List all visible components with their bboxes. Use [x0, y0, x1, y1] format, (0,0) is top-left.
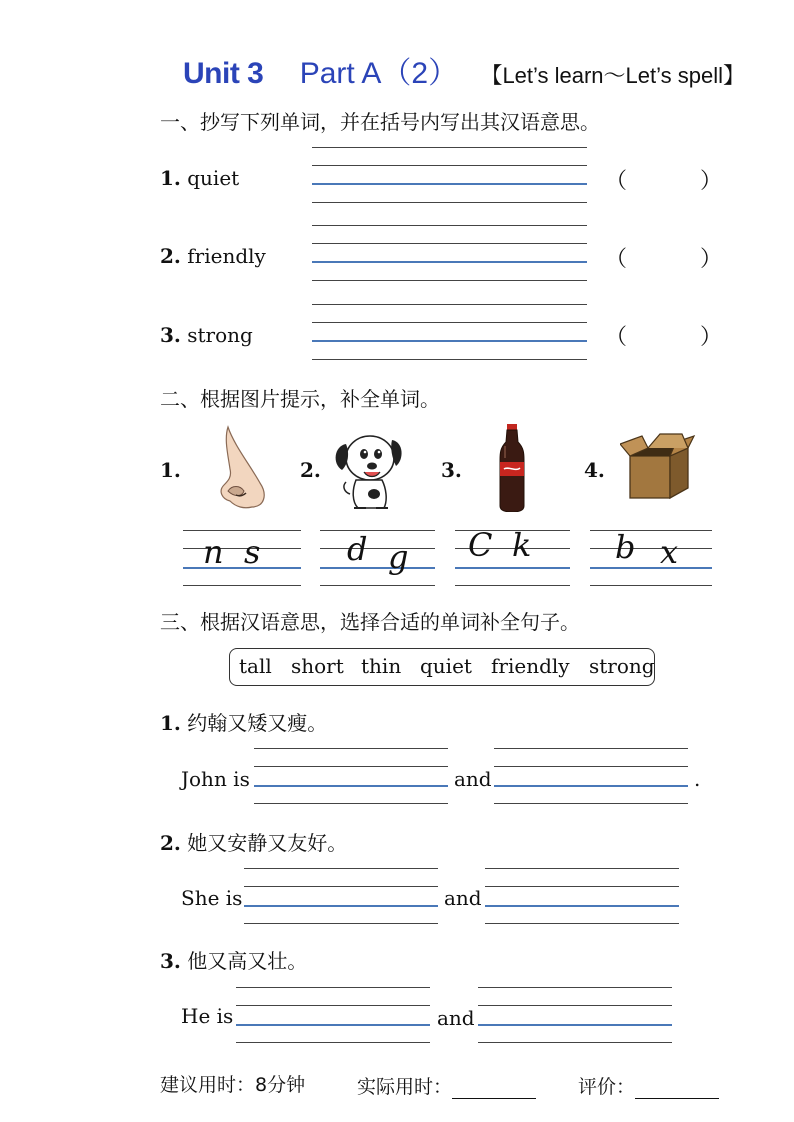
- s3-sentence-1-prefix: John is: [181, 767, 250, 791]
- s2-letter-1b: s: [244, 533, 261, 571]
- s3-item-1-num: 1.: [160, 711, 181, 735]
- s1-paren-close-2: ）: [700, 247, 723, 272]
- s3-blank-1a[interactable]: [254, 748, 448, 804]
- word-bank-item: thin: [361, 654, 402, 678]
- word-bank-item: tall: [239, 654, 272, 678]
- s1-item-2-num: 2.: [160, 244, 181, 268]
- section3-title: 三、根据汉语意思，选择合适的单词补全句子。: [160, 610, 580, 634]
- evaluation-label: 评价：: [578, 1076, 636, 1098]
- s3-item-3: [160, 945, 307, 974]
- s1-paren-open-3: （: [605, 325, 628, 350]
- s2-letter-1a: n: [203, 533, 224, 571]
- unit-label: Unit 3: [183, 57, 264, 90]
- actual-time: [357, 1072, 536, 1099]
- actual-time-field[interactable]: [452, 1080, 536, 1099]
- s2-num-4: 4.: [584, 458, 605, 482]
- evaluation-field[interactable]: [635, 1080, 719, 1099]
- s2-writing-lines-2[interactable]: [320, 530, 435, 586]
- s2-num-2: 2.: [300, 458, 321, 482]
- s3-item-1: [160, 707, 327, 736]
- s1-item-2-word: friendly: [187, 244, 266, 268]
- s3-blank-3b[interactable]: [478, 987, 672, 1043]
- section1-title: 一、抄写下列单词，并在括号内写出其汉语意思。: [160, 110, 600, 134]
- s1-paren-close-3: ）: [700, 325, 723, 350]
- s1-answer-field-1[interactable]: [630, 170, 700, 192]
- s3-item-2-chinese: 她又安静又友好。: [187, 831, 348, 855]
- page-title: [183, 48, 745, 92]
- s3-item-1-chinese: 约翰又矮又瘦。: [187, 711, 328, 735]
- s3-blank-2b[interactable]: [485, 868, 679, 924]
- word-bank-item: short: [291, 654, 344, 678]
- s3-item-2-num: 2.: [160, 831, 181, 855]
- word-bank: [229, 648, 655, 686]
- s1-item-1-num: 1.: [160, 166, 181, 190]
- s3-blank-2a[interactable]: [244, 868, 438, 924]
- s1-item-3: [160, 323, 253, 347]
- s3-item-3-num: 3.: [160, 949, 181, 973]
- suggested-time: 建议用时：8分钟: [160, 1074, 306, 1096]
- s2-letter-2b: g: [388, 538, 409, 576]
- s3-item-3-chinese: 他又高又壮。: [187, 949, 308, 973]
- s2-writing-lines-4[interactable]: [590, 530, 712, 586]
- s1-item-2: [160, 244, 266, 268]
- s2-letter-3b: k: [512, 526, 532, 564]
- nose-icon: [214, 425, 270, 511]
- s2-writing-lines-1[interactable]: [183, 530, 301, 586]
- s1-item-1-word: quiet: [187, 166, 240, 190]
- s1-item-3-word: strong: [187, 323, 253, 347]
- s1-paren-open-2: （: [605, 247, 628, 272]
- s3-sentence-2-prefix: She is: [181, 886, 243, 910]
- s3-sentence-1-and: and: [454, 767, 492, 791]
- s1-answer-field-2[interactable]: [630, 248, 700, 270]
- s1-answer-field-3[interactable]: [630, 326, 700, 348]
- dog-icon: [330, 424, 406, 512]
- s2-num-1: 1.: [160, 458, 181, 482]
- s2-letter-2a: d: [347, 530, 368, 568]
- evaluation: [578, 1072, 719, 1099]
- s2-letter-3a: C: [468, 526, 493, 564]
- cola-bottle-icon: [496, 424, 528, 512]
- s1-writing-lines-2[interactable]: [312, 225, 587, 281]
- s3-sentence-3-and: and: [437, 1006, 475, 1030]
- s1-writing-lines-3[interactable]: [312, 304, 587, 360]
- s2-letter-4a: b: [615, 528, 636, 566]
- word-bank-item: quiet: [420, 654, 472, 678]
- lesson-subtitle: 【Let’s learn～Let’s spell】: [480, 63, 745, 88]
- s1-item-3-num: 3.: [160, 323, 181, 347]
- s3-blank-1b[interactable]: [494, 748, 688, 804]
- s3-item-2: [160, 827, 347, 856]
- s1-writing-lines-1[interactable]: [312, 147, 587, 203]
- s1-item-1: [160, 166, 239, 190]
- s1-paren-close-1: ）: [700, 169, 723, 194]
- word-bank-item: friendly: [491, 654, 570, 678]
- s2-letter-4b: x: [660, 533, 679, 571]
- s1-paren-open-1: （: [605, 169, 628, 194]
- section2-title: 二、根据图片提示，补全单词。: [160, 387, 440, 411]
- part-label: Part A（2）: [299, 57, 459, 90]
- box-icon: [620, 432, 696, 500]
- word-bank-item: strong: [589, 654, 655, 678]
- s3-sentence-1-end: .: [694, 767, 701, 791]
- s3-blank-3a[interactable]: [236, 987, 430, 1043]
- s3-sentence-2-and: and: [444, 886, 482, 910]
- s3-sentence-3-prefix: He is: [181, 1004, 234, 1028]
- s2-num-3: 3.: [441, 458, 462, 482]
- actual-time-label: 实际用时：: [357, 1076, 453, 1098]
